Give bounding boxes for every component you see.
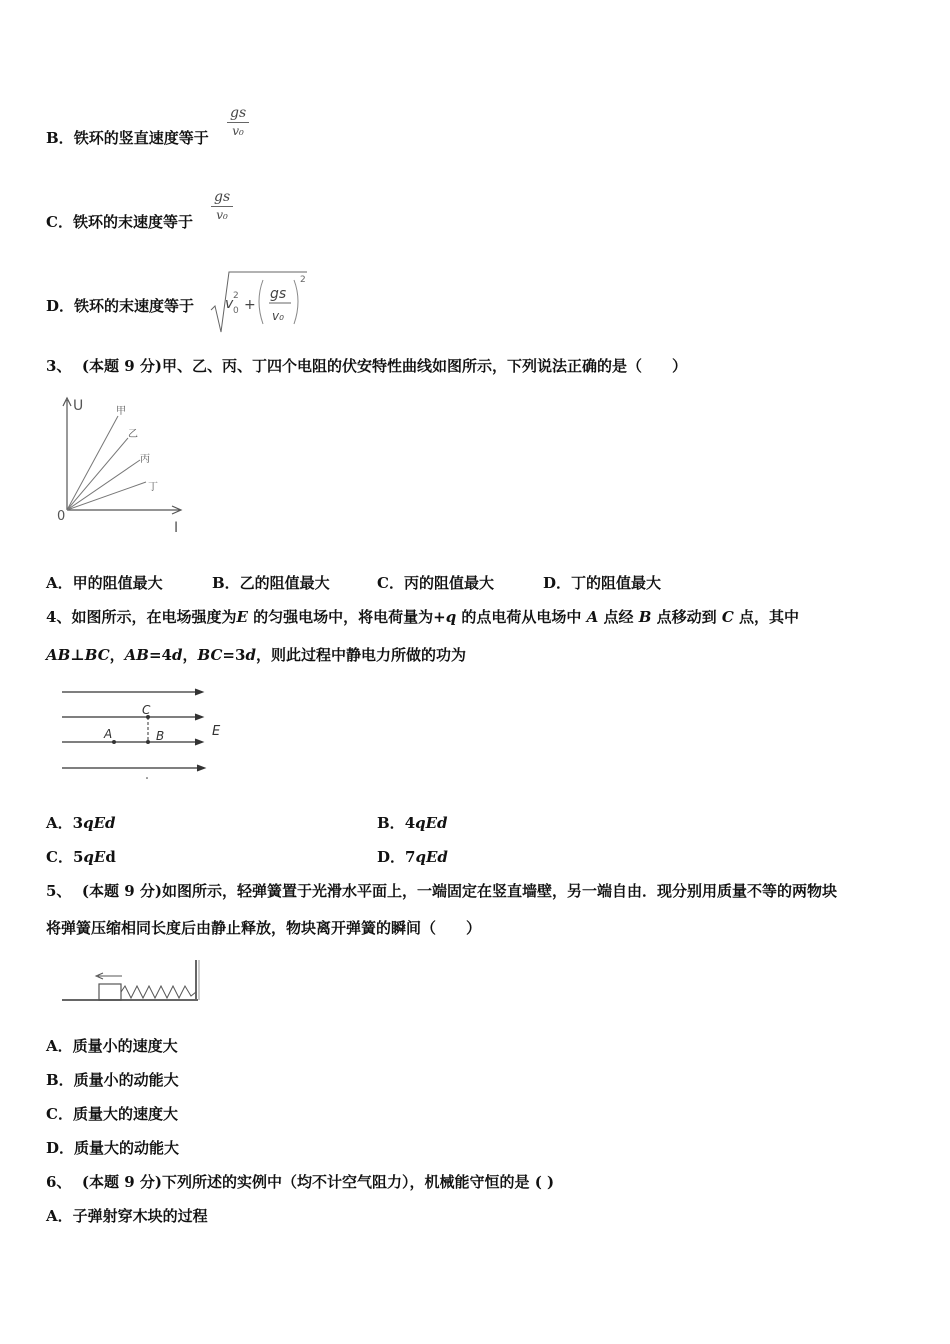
q2-option-b-fraction: $\frac{gs}{\text{v₀}}$ xyxy=(227,104,249,139)
q3-option-d: D．丁的阻值最大 xyxy=(543,574,662,592)
q3-stem: 3、 (本题 9 分)甲、乙、丙、丁四个电阻的伏安特性曲线如图所示，下列说法正确的是（ ） xyxy=(46,357,687,375)
label-b: B xyxy=(156,729,165,743)
curve-label-yi: 乙 xyxy=(128,429,138,440)
axis-label-i: I xyxy=(174,520,179,536)
block xyxy=(99,984,121,1000)
q6-stem: 6、 (本题 9 分)下列所述的实例中（均不计空气阻力），机械能守恒的是 ( ) xyxy=(46,1173,555,1191)
origin-label: 0 xyxy=(57,509,66,524)
q5-stem-line1: 5、 (本题 9 分)如图所示，轻弹簧置于光滑水平面上，一端固定在竖直墙壁，另一端自由．现分别用质量不等的两物块 xyxy=(46,882,837,900)
q5-spring-diagram xyxy=(58,956,208,1006)
q6-option-a: A．子弹射穿木块的过程 xyxy=(46,1207,208,1225)
q5-stem-line2: 将弹簧压缩相同长度后由静止释放，物块离开弹簧的瞬间（ ） xyxy=(46,919,482,937)
q5-option-b: B．质量小的动能大 xyxy=(46,1071,179,1089)
q3-iv-graph xyxy=(52,394,182,534)
curve-label-ding: 丁 xyxy=(148,482,158,493)
q2-option-c: C．铁环的末速度等于 xyxy=(46,213,193,231)
sqrt-exp: 2 xyxy=(300,275,306,285)
q4-option-b: B．4qEd xyxy=(377,814,448,832)
sqrt-v-sup: 2 xyxy=(233,291,239,301)
q5-option-a: A．质量小的速度大 xyxy=(46,1037,178,1055)
q4-field-diagram xyxy=(58,682,238,782)
sqrt-den: v₀ xyxy=(272,309,284,323)
sqrt-expression xyxy=(209,270,309,336)
q2-option-c-fraction: $\frac{gs}{\text{v₀}}$ xyxy=(211,188,233,223)
point-b xyxy=(146,740,150,744)
q5-option-c: C．质量大的速度大 xyxy=(46,1105,178,1123)
q4-stem-line1: 4、如图所示，在电场强度为E 的匀强电场中，将电荷量为+q 的点电荷从电场中 A 点经 B 点移动到 C 点，其中 xyxy=(46,608,800,626)
q4-option-a: A．3qEd xyxy=(46,814,116,832)
q3-option-c: C．丙的阻值最大 xyxy=(377,574,494,592)
sqrt-v-sub: 0 xyxy=(233,306,239,316)
label-c: C xyxy=(142,703,151,717)
spring xyxy=(121,986,196,998)
label-a: A xyxy=(104,727,113,741)
q4-stem-line2: AB⊥BC，AB=4d，BC=3d，则此过程中静电力所做的功为 xyxy=(46,646,466,664)
q2-option-b: B．铁环的竖直速度等于 xyxy=(46,129,209,147)
point-a xyxy=(112,740,116,744)
label-e: E xyxy=(212,724,221,739)
sqrt-num: gs xyxy=(270,286,287,302)
sqrt-v: v xyxy=(225,296,234,312)
curve-label-jia: 甲 xyxy=(116,406,126,417)
sqrt-plus: + xyxy=(244,297,256,313)
q5-option-d: D．质量大的动能大 xyxy=(46,1139,180,1157)
curve-label-bing: 丙 xyxy=(140,454,150,465)
q3-option-a: A．甲的阻值最大 xyxy=(46,574,163,592)
q4-option-d: D．7qEd xyxy=(377,848,448,866)
q4-option-c: C．5qEd xyxy=(46,848,116,866)
q3-option-b: B．乙的阻值最大 xyxy=(212,574,330,592)
q2-option-d: D．铁环的末速度等于 xyxy=(46,297,195,315)
axis-label-u: U xyxy=(73,398,84,414)
